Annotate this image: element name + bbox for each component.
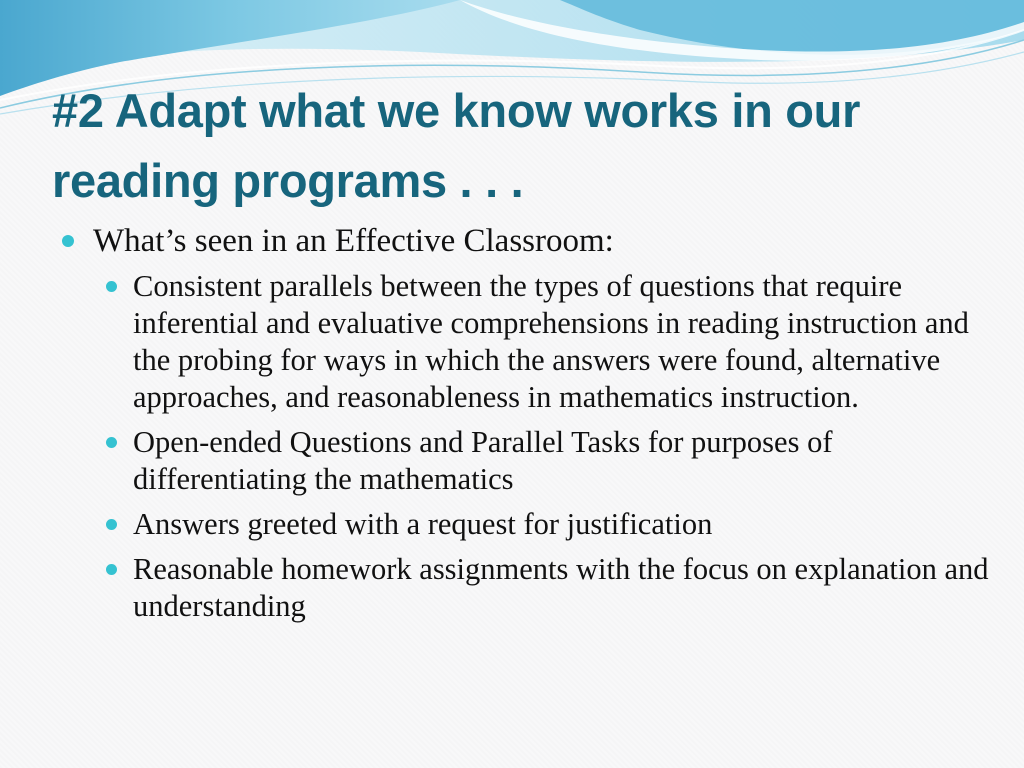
bullet-dot-icon (106, 564, 117, 575)
list-item-text: Open-ended Questions and Parallel Tasks for purposes of differentiating the mathematics (133, 425, 833, 496)
bullet-dot-icon (106, 281, 117, 292)
sub-bullet-list (60, 268, 990, 625)
list-item-text: Consistent parallels between the types of questions that require inferential and evaluative comprehensions in reading instruction and the probing for ways in which the answers were found, alternative approaches, and reasonableness in mathematics instruction. (133, 269, 969, 414)
list-item (101, 424, 990, 498)
list-item (101, 506, 990, 543)
list-item-text: Reasonable homework assignments with the focus on explanation and understanding (133, 552, 989, 623)
list-item (101, 551, 990, 625)
list-item (101, 268, 990, 416)
list-item-text: Answers greeted with a request for justification (133, 507, 713, 541)
bullet-dot-icon (106, 519, 117, 530)
bullet-heading-text: What’s seen in an Effective Classroom: (93, 223, 614, 259)
bullet-dot-icon (106, 437, 117, 448)
bullet-heading (60, 222, 990, 260)
bullet-dot-icon (62, 235, 74, 247)
bullet-list (60, 222, 990, 633)
slide-title: #2 Adapt what we know works in our reading programs . . . (52, 84, 861, 207)
